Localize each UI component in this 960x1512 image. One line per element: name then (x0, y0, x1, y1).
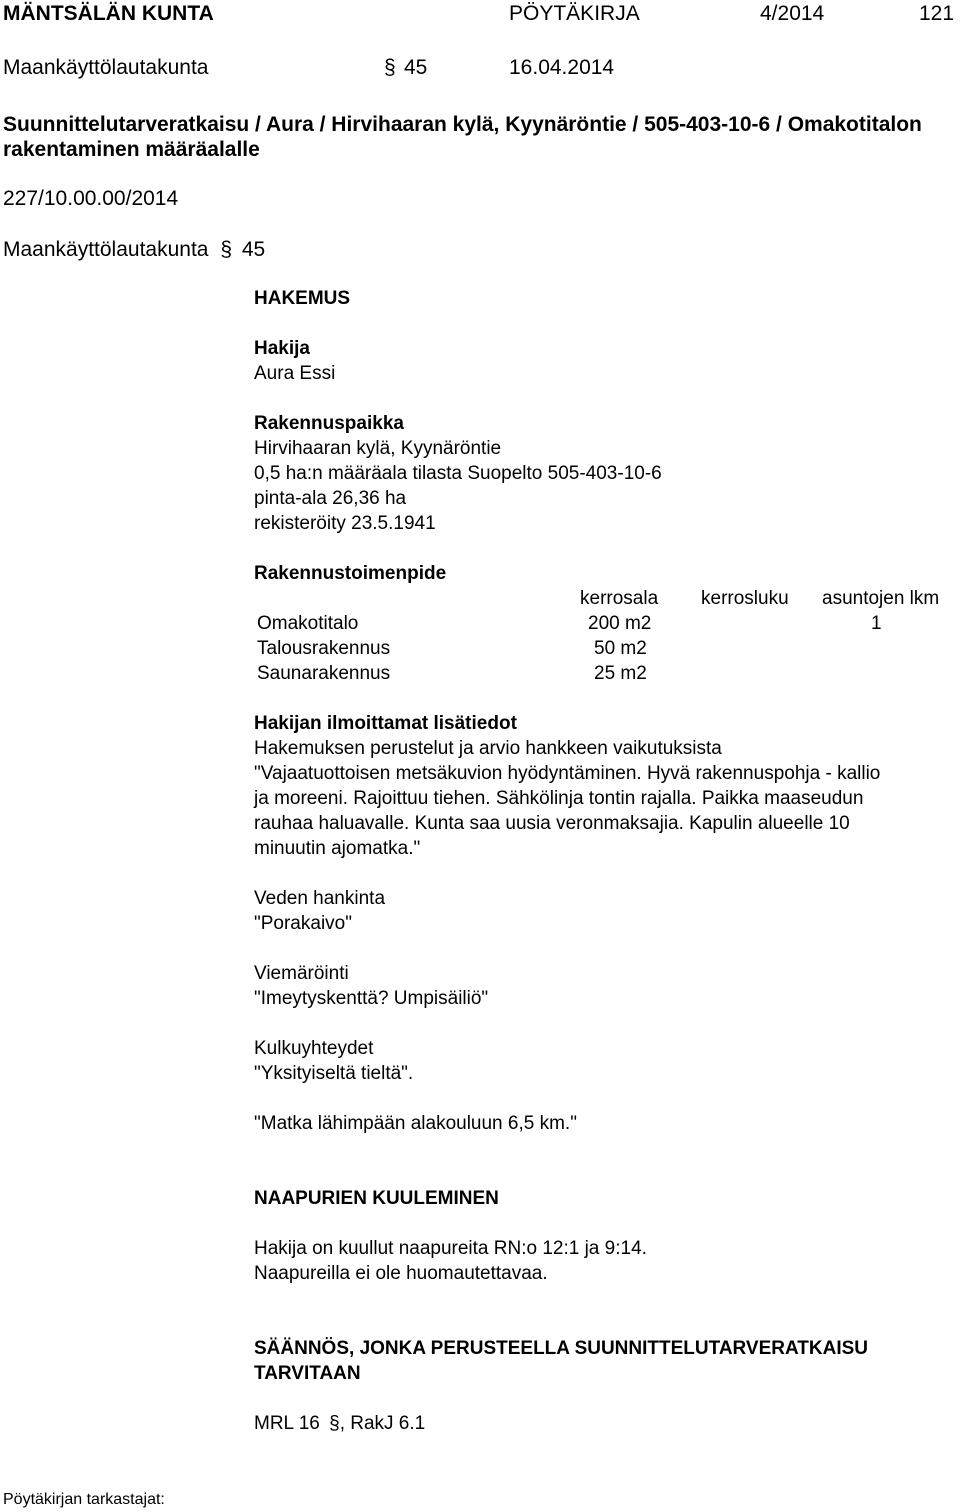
table-header-row (254, 586, 958, 611)
site-line: rekisteröity 23.5.1941 (254, 513, 436, 534)
extra-info-line: "Vajaatuottoisen metsäkuvion hyödyntäminen. Hyvä rakennuspohja - kallio (254, 763, 881, 784)
floor-area: 25 m2 (594, 663, 647, 684)
column-header: kerrosluku (701, 588, 789, 609)
site-label: Rakennuspaikka (254, 413, 404, 434)
page-number: 121 (919, 2, 955, 25)
building-name: Talousrakennus (257, 638, 391, 659)
committee-reference-name: Maankäyttölautakunta (3, 238, 209, 261)
applicant-name: Aura Essi (254, 363, 336, 384)
school-distance: "Matka lähimpään alakouluun 6,5 km." (254, 1113, 577, 1134)
neighbours-line: Naapureilla ei ole huomautettavaa. (254, 1263, 548, 1284)
section-number: 45 (404, 56, 428, 79)
column-header: asuntojen lkm (822, 588, 940, 609)
site-line: 0,5 ha:n määräala tilasta Suopelto 505-403-10-6 (254, 463, 662, 484)
applicant-label: Hakija (254, 338, 310, 359)
measure-label: Rakennustoimenpide (254, 563, 447, 584)
meeting-date: 16.04.2014 (509, 56, 615, 79)
site-line: pinta-ala 26,36 ha (254, 488, 407, 509)
site-line: Hirvihaaran kylä, Kyynäröntie (254, 438, 502, 459)
floor-area: 200 m2 (588, 613, 652, 634)
regulation-heading-line-2: TARVITAAN (254, 1363, 361, 1384)
table-row (254, 611, 958, 636)
access-value: "Yksityiseltä tieltä". (254, 1063, 414, 1084)
access-label: Kulkuyhteydet (254, 1038, 374, 1059)
column-header: kerrosala (580, 588, 659, 609)
regulation-heading-line-1: SÄÄNNÖS, JONKA PERUSTEELLA SUUNNITTELUTARVERATKAISU (254, 1338, 869, 1359)
extra-info-line: Hakemuksen perustelut ja arvio hankkeen vaikutuksista (254, 738, 722, 759)
dwelling-count: 1 (871, 613, 882, 634)
regulation-ref-prefix: MRL 16 (254, 1413, 320, 1434)
extra-info-label: Hakijan ilmoittamat lisätiedot (254, 713, 517, 734)
committee-name: Maankäyttölautakunta (3, 56, 209, 79)
org-name: MÄNTSÄLÄN KUNTA (3, 2, 214, 25)
reference-number: 227/10.00.00/2014 (3, 187, 179, 210)
neighbours-heading: NAAPURIEN KUULEMINEN (254, 1188, 499, 1209)
section-sign: § (384, 56, 396, 79)
sewerage-label: Viemäröinti (254, 963, 349, 984)
table-row (254, 661, 958, 686)
regulation-ref-suffix: , RakJ 6.1 (339, 1413, 426, 1434)
committee-reference (3, 237, 265, 263)
water-supply-label: Veden hankinta (254, 888, 386, 909)
matter-title-line-2: rakentaminen määräalalle (3, 138, 260, 161)
neighbours-line: Hakija on kuullut naapureita RN:o 12:1 ja 9:14. (254, 1238, 647, 1259)
committee-reference-number: 45 (241, 238, 266, 261)
regulation-ref-sign: § (329, 1413, 340, 1434)
footer-label: Pöytäkirjan tarkastajat: (3, 1491, 165, 1508)
table-row (254, 636, 958, 661)
extra-info-line: rauhaa haluavalle. Kunta saa uusia veronmaksajia. Kapulin alueelle 10 (254, 813, 850, 834)
building-name: Omakotitalo (257, 613, 359, 634)
building-table (254, 586, 958, 686)
main-content (254, 286, 958, 1436)
doc-number: 4/2014 (760, 2, 825, 25)
committee-reference-sign: § (220, 238, 232, 261)
floor-area: 50 m2 (594, 638, 647, 659)
matter-title-line-1: Suunnittelutarveratkaisu / Aura / Hirvihaaran kylä, Kyynäröntie / 505-403-10-6 / Omakotitalon (3, 113, 922, 136)
building-name: Saunarakennus (257, 663, 391, 684)
extra-info-line: minuutin ajomatka." (254, 838, 421, 859)
extra-info-line: ja moreeni. Rajoittuu tiehen. Sähkölinja tontin rajalla. Paikka maaseudun (254, 788, 864, 809)
water-supply-value: "Porakaivo" (254, 913, 352, 934)
application-heading: HAKEMUS (254, 288, 351, 309)
regulation-reference (254, 1411, 958, 1436)
doc-type: PÖYTÄKIRJA (509, 2, 640, 25)
sewerage-value: "Imeytyskenttä? Umpisäiliö" (254, 988, 489, 1009)
